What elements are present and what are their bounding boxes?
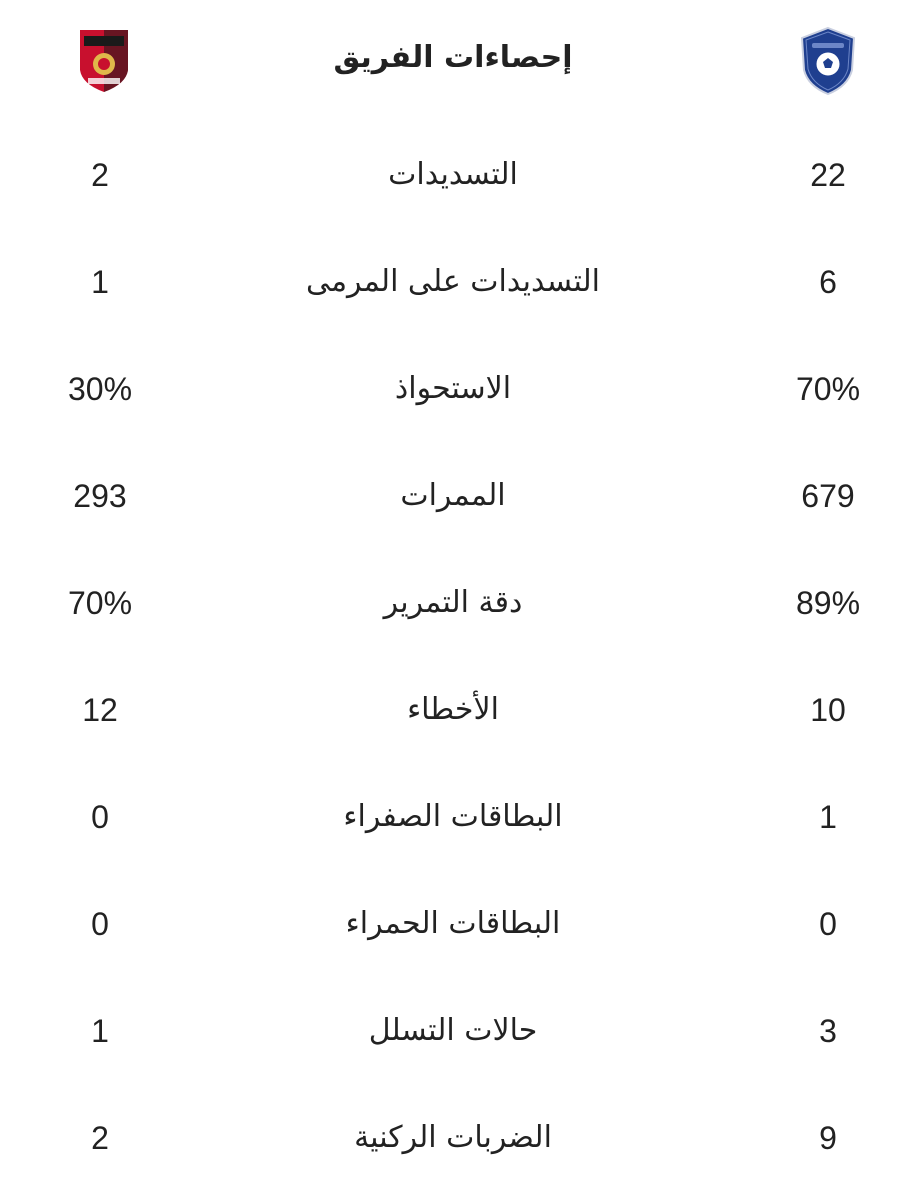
stat-row	[0, 1088, 906, 1195]
home-value: 3	[819, 1013, 837, 1049]
home-value: 10	[810, 692, 846, 728]
stat-row	[0, 232, 906, 339]
stat-row	[0, 767, 906, 874]
home-value: 9	[819, 1120, 837, 1156]
stat-row	[0, 553, 906, 660]
stat-label: الضربات الركنية	[354, 1120, 552, 1155]
away-team-logo[interactable]	[74, 26, 134, 96]
stat-row	[0, 660, 906, 767]
stat-label: دقة التمرير	[383, 585, 523, 620]
urawa-reds-crest-icon	[74, 26, 134, 96]
stat-row	[0, 981, 906, 1088]
stats-header	[0, 0, 906, 120]
away-value: 293	[73, 478, 127, 514]
stat-row	[0, 339, 906, 446]
stat-label: الأخطاء	[407, 692, 499, 727]
stat-row	[0, 125, 906, 232]
home-value: 22	[810, 157, 846, 193]
stat-label: التسديدات على المرمى	[305, 264, 601, 299]
away-value: 30%	[67, 371, 133, 407]
away-value: 0	[91, 906, 109, 942]
away-value: 1	[91, 264, 109, 300]
stat-row	[0, 874, 906, 981]
home-value: 89%	[795, 585, 861, 621]
away-value: 0	[91, 799, 109, 835]
home-value: 70%	[795, 371, 861, 407]
stat-label: الاستحواذ	[394, 371, 512, 406]
stat-label: التسديدات	[388, 157, 518, 192]
stat-label: حالات التسلل	[368, 1013, 538, 1048]
stats-list	[0, 125, 906, 1195]
home-team-logo[interactable]	[798, 26, 858, 96]
away-value: 70%	[67, 585, 133, 621]
stat-label: الممرات	[400, 478, 506, 513]
stat-label: البطاقات الحمراء	[345, 906, 561, 941]
away-value: 12	[82, 692, 118, 728]
home-value: 1	[819, 799, 837, 835]
al-hilal-crest-icon	[798, 26, 858, 96]
home-value: 0	[819, 906, 837, 942]
away-value: 1	[91, 1013, 109, 1049]
stat-row	[0, 446, 906, 553]
away-value: 2	[91, 157, 109, 193]
page-title: إحصاءات الفريق	[333, 40, 573, 75]
home-value: 679	[801, 478, 855, 514]
stat-label: البطاقات الصفراء	[343, 799, 563, 834]
home-value: 6	[819, 264, 837, 300]
away-value: 2	[91, 1120, 109, 1156]
